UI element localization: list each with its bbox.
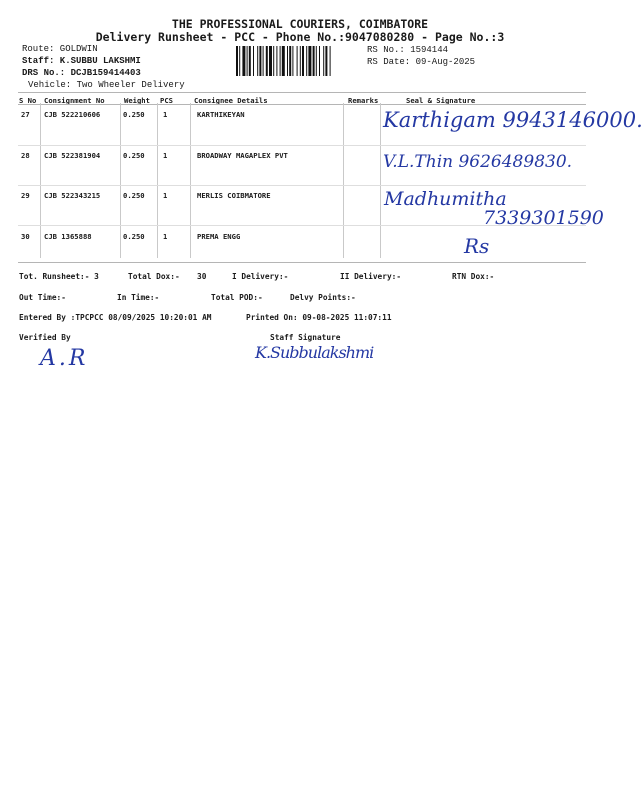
table-header-rule bbox=[18, 104, 586, 105]
col-header-pcs: PCS bbox=[160, 96, 173, 105]
row-divider bbox=[18, 185, 586, 186]
table-top-rule bbox=[18, 92, 586, 93]
handwritten-signature-row-29-phone: 7339301590 bbox=[483, 207, 604, 229]
total-dox-count: 30 bbox=[197, 272, 207, 281]
printed-on: Printed On: 09-08-2025 11:07:11 bbox=[246, 313, 392, 322]
ii-delivery: II Delivery:- bbox=[340, 272, 402, 281]
entered-by: Entered By :TPCPCC 08/09/2025 10:20:01 AM bbox=[19, 313, 212, 322]
col-header-remarks: Remarks bbox=[348, 96, 379, 105]
col-divider bbox=[120, 103, 121, 258]
handwritten-signature-row-30: Rs bbox=[464, 234, 490, 258]
col-header-consignee: Consignee Details bbox=[194, 96, 268, 105]
vehicle-label: Vehicle: Two Wheeler Delivery bbox=[28, 80, 185, 90]
in-time: In Time:- bbox=[117, 293, 160, 302]
row-consignment: CJB 522381904 bbox=[44, 151, 101, 160]
row-pcs: 1 bbox=[163, 151, 168, 160]
col-divider bbox=[343, 103, 344, 258]
rs-date: RS Date: 09-Aug-2025 bbox=[367, 57, 476, 67]
handwritten-signature-row-28: V.L.Thin 9626489830. bbox=[383, 152, 573, 172]
out-time: Out Time:- bbox=[19, 293, 66, 302]
verified-by-label: Verified By bbox=[19, 333, 71, 342]
col-divider bbox=[190, 103, 191, 258]
row-consignee: KARTHIKEYAN bbox=[197, 110, 245, 119]
tot-runsheet: Tot. Runsheet:- 3 bbox=[19, 272, 99, 281]
row-weight: 0.250 bbox=[123, 232, 145, 241]
runsheet-subtitle: Delivery Runsheet - PCC - Phone No.:9047080280 - Page No.:3 bbox=[95, 30, 505, 44]
row-sno: 29 bbox=[21, 191, 30, 200]
staff-signature-label: Staff Signature bbox=[270, 333, 341, 342]
total-pod: Total POD:- bbox=[211, 293, 263, 302]
row-consignee: PREMA ENGG bbox=[197, 232, 241, 241]
row-consignment: CJB 522343215 bbox=[44, 191, 101, 200]
row-weight: 0.250 bbox=[123, 151, 145, 160]
col-header-seal: Seal & Signature bbox=[406, 96, 476, 105]
row-consignee: MERLIS COIBMATORE bbox=[197, 191, 271, 200]
row-sno: 27 bbox=[21, 110, 30, 119]
drs-number: DRS No.: DCJB159414403 bbox=[22, 68, 141, 78]
handwritten-signature-row-29-name: Madhumitha bbox=[384, 188, 507, 210]
rtn-dox: RTN Dox:- bbox=[452, 272, 495, 281]
row-weight: 0.250 bbox=[123, 191, 145, 200]
row-pcs: 1 bbox=[163, 232, 168, 241]
col-header-weight: Weight bbox=[124, 96, 150, 105]
delvy-points: Delvy Points:- bbox=[290, 293, 356, 302]
col-divider bbox=[40, 103, 41, 258]
i-delivery: I Delivery:- bbox=[232, 272, 289, 281]
staff-label: Staff: K.SUBBU LAKSHMI bbox=[22, 56, 141, 66]
row-consignee: BROADWAY MAGAPLEX PVT bbox=[197, 151, 288, 160]
col-header-sno: S No bbox=[19, 96, 37, 105]
table-bottom-rule bbox=[18, 262, 586, 263]
col-divider bbox=[157, 103, 158, 258]
row-sno: 28 bbox=[21, 151, 30, 160]
row-sno: 30 bbox=[21, 232, 30, 241]
row-weight: 0.250 bbox=[123, 110, 145, 119]
row-consignment: CJB 1365888 bbox=[44, 232, 92, 241]
barcode-image bbox=[236, 46, 364, 76]
row-divider bbox=[18, 145, 586, 146]
row-consignment: CJB 522210606 bbox=[44, 110, 101, 119]
row-pcs: 1 bbox=[163, 110, 168, 119]
verified-by-signature: A.R bbox=[40, 346, 89, 371]
route-label: Route: GOLDWIN bbox=[22, 44, 98, 54]
rs-number: RS No.: 1594144 bbox=[367, 45, 449, 55]
company-title: THE PROFESSIONAL COURIERS, COIMBATORE bbox=[171, 17, 429, 31]
staff-signature-image: K.Subbulakshmi bbox=[255, 343, 374, 362]
total-dox-label: Total Dox:- bbox=[128, 272, 180, 281]
col-divider bbox=[380, 103, 381, 258]
handwritten-signature-row-27: Karthigam 9943146000. bbox=[383, 108, 643, 132]
row-pcs: 1 bbox=[163, 191, 168, 200]
col-header-consignment: Consignment No bbox=[44, 96, 105, 105]
